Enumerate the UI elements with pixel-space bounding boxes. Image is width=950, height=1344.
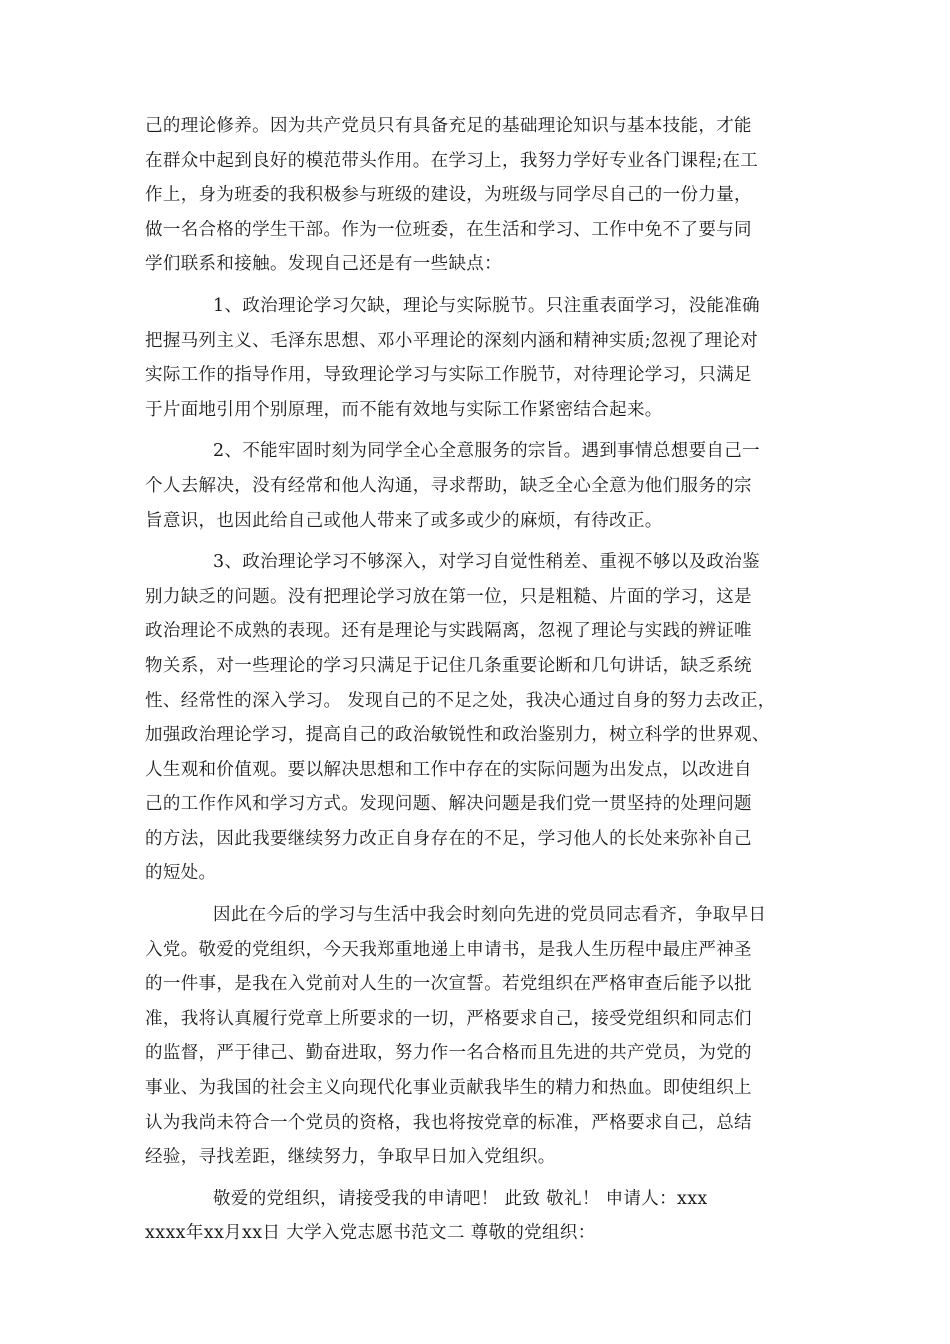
text-line: 己的理论修养。因为共产党员只有具备充足的基础理论知识与基本技能，才能 [145,116,752,136]
text-line: 的方法，因此我要继续努力改正自身存在的不足，学习他人的长处来弥补自己 [145,828,752,849]
paragraph [145,901,817,1171]
text-line: 的短处。 [145,863,217,884]
paragraph [145,437,817,534]
paragraph-gap [145,430,817,437]
paragraph [145,292,817,424]
paragraph [145,548,817,887]
text-line: 入党。敬爱的党组织，今天我郑重地递上申请书，是我人生历程中最庄严神圣 [145,939,752,960]
text-line: 旨意识，也因此给自己或他人带来了或多或少的麻烦，有待改正。 [145,510,663,531]
text-line: 认为我尚未符合一个党员的资格，我也将按党章的标准，严格要求自己，总结 [145,1112,752,1133]
text-line: xxxx年xx月xx日 大学入党志愿书范文二 尊敬的党组织： [145,1223,596,1244]
text-line: 准，我将认真履行党章上所要求的一切，严格要求自己，接受党组织和同志们 [145,1008,752,1029]
paragraph-gap [145,1178,817,1185]
text-line: 敬爱的党组织，请接受我的申请吧！ 此致 敬礼！ 申请人：xxx [213,1188,708,1209]
text-line: 加强政治理论学习，提高自己的政治敏锐性和政治鉴别力，树立科学的世界观、 [145,725,770,746]
text-line: 事业、为我国的社会主义向现代化事业贡献我毕生的精力和热血。即使组织上 [145,1078,752,1099]
text-line: 学们联系和接触。发现自己还是有一些缺点： [145,254,502,275]
text-line: 1、政治理论学习欠缺，理论与实际脱节。只注重表面学习，没能准确 [213,295,760,316]
text-line: 作上，身为班委的我积极参与班级的建设，为班级与同学尽自己的一份力量， [145,185,752,206]
text-line: 的一件事，是我在入党前对人生的一次宣誓。若党组织在严格审查后能予以批 [145,974,752,995]
paragraph [145,1185,817,1248]
text-line: 在群众中起到良好的模范带头作用。在学习上，我努力学好专业各门课程;在工 [145,150,759,171]
text-line: 物关系，对一些理论的学习只满足于记住几条重要论断和几句讲话，缺乏系统 [145,655,752,676]
text-line: 己的工作作风和学习方式。发现问题、解决问题是我们党一贯坚持的处理问题 [145,794,752,815]
paragraph-gap [145,285,817,292]
paragraph [145,112,817,278]
text-line: 实际工作的指导作用，导致理论学习与实际工作脱节，对待理论学习，只满足 [145,365,752,386]
text-line: 个人去解决，没有经常和他人沟通，寻求帮助，缺乏全心全意为他们服务的宗 [145,475,752,496]
text-line: 2、不能牢固时刻为同学全心全意服务的宗旨。遇到事情总想要自己一 [213,441,760,462]
text-line: 别力缺乏的问题。没有把理论学习放在第一位，只是粗糙、片面的学习，这是 [145,586,752,607]
text-line: 经验，寻找差距，继续努力，争取早日加入党组织。 [145,1147,556,1168]
text-line: 性、经常性的深入学习。 发现自己的不足之处，我决心通过自身的努力去改正， [145,690,776,711]
text-line: 因此在今后的学习与生活中我会时刻向先进的党员同志看齐，争取早日 [213,905,767,926]
paragraph-gap [145,894,817,901]
paragraph-gap [145,541,817,548]
document-page [145,112,817,1254]
text-line: 人生观和价值观。要以解决思想和工作中存在的实际问题为出发点，以改进自 [145,759,752,780]
text-line: 做一名合格的学生干部。作为一位班委，在生活和学习、工作中免不了要与同 [145,219,752,240]
text-line: 于片面地引用个别原理，而不能有效地与实际工作紧密结合起来。 [145,399,663,420]
text-line: 把握马列主义、毛泽东思想、邓小平理论的深刻内涵和精神实质;忽视了理论对 [145,330,759,351]
text-line: 的监督，严于律己、勤奋进取，努力作一名合格而且先进的共产党员，为党的 [145,1043,752,1064]
text-line: 3、政治理论学习不够深入，对学习自觉性稍差、重视不够以及政治鉴 [213,552,760,573]
text-line: 政治理论不成熟的表现。还有是理论与实践隔离，忽视了理论与实践的辨证唯 [145,621,752,642]
